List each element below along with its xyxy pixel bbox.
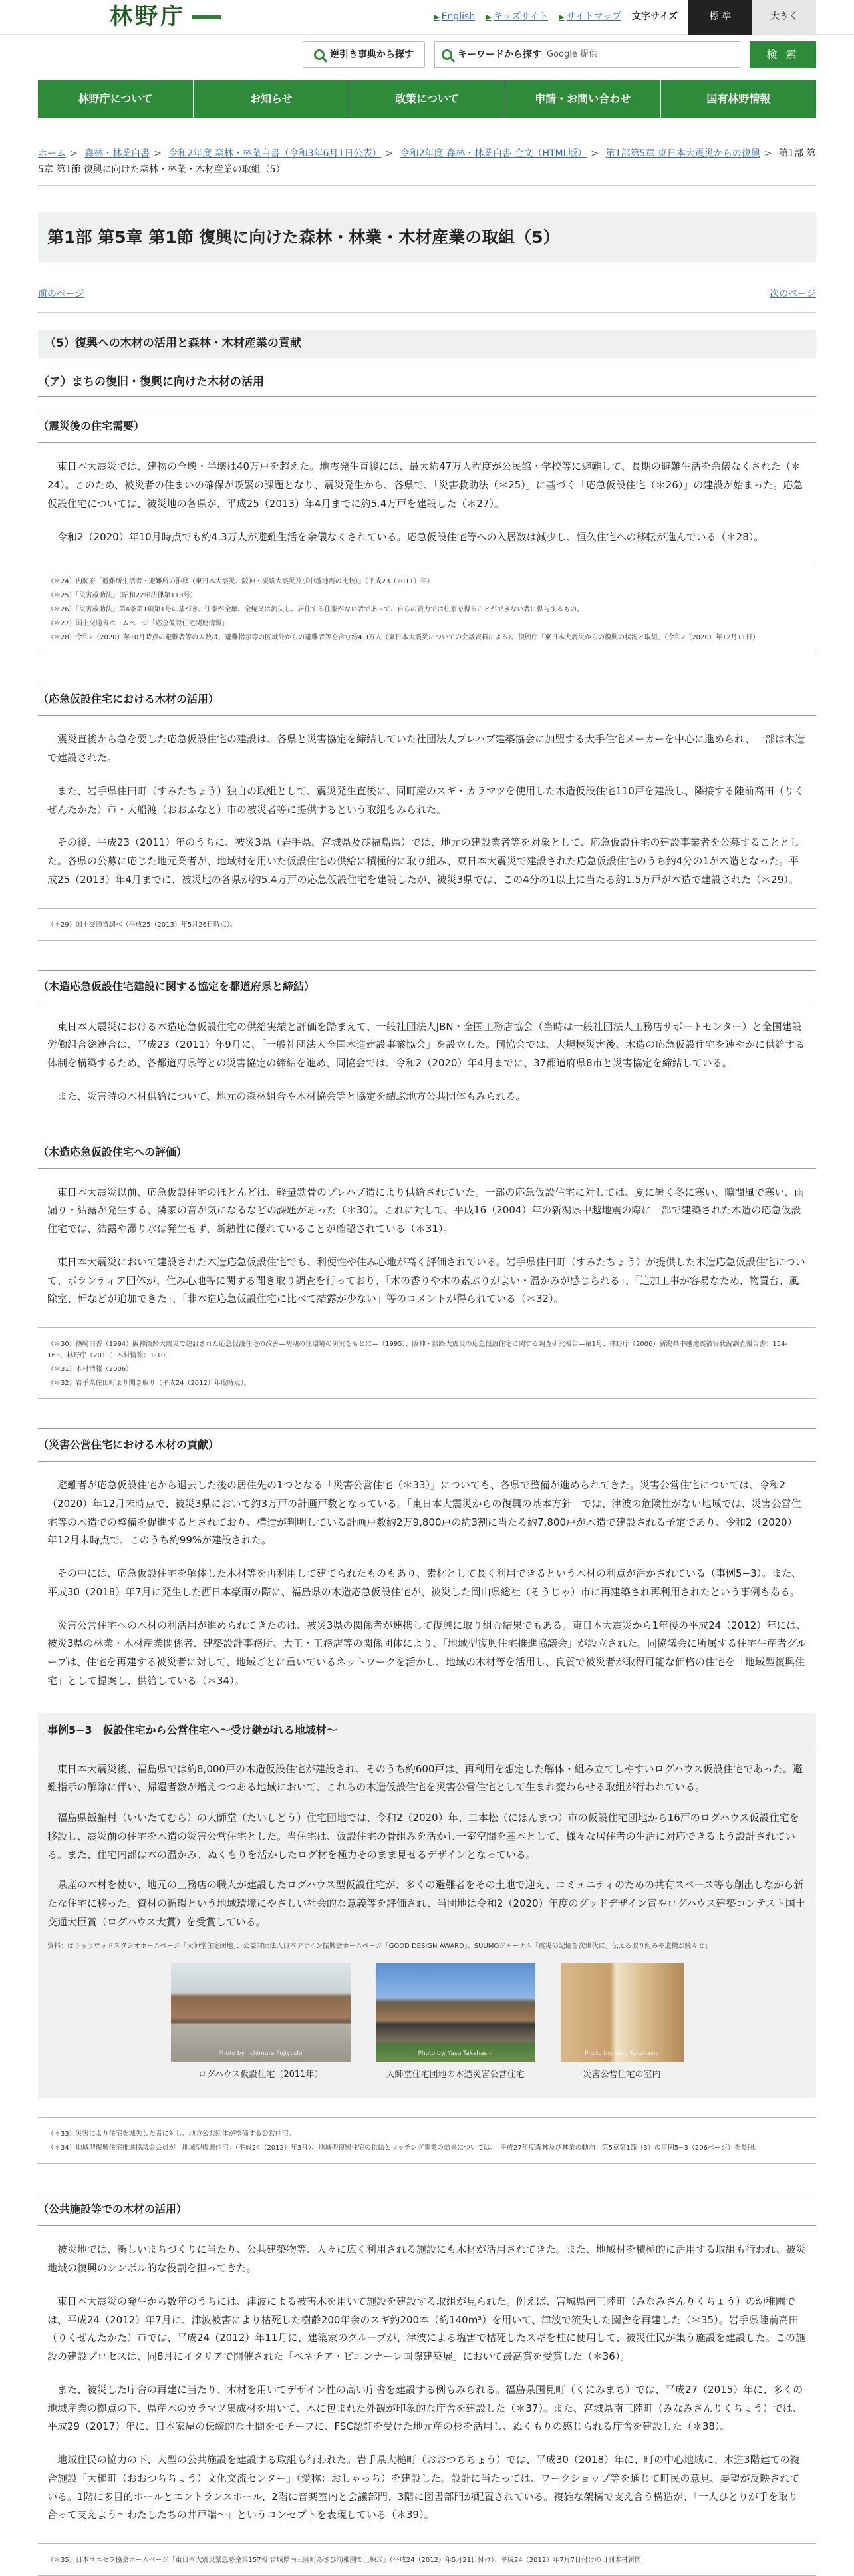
search-placeholder: Google 提供 bbox=[547, 49, 597, 59]
sitemap-link-label: サイトマップ bbox=[566, 11, 622, 23]
footnote: （＊30）篠崎由香（1994）阪神淡路大震災で建設された応急仮設住宅の改善—初期の住環境の研究をもとに—（1995）、阪神・淡路大震災の応急仮設住宅に関する調査研究報告—第1号、林野庁（2006）新潟県中越地震被害状況調査報告書：154-163、林野庁（2011）木材情報：1-10. bbox=[47, 1341, 788, 1360]
heading-public-facilities: （公共施設等での木材の活用） bbox=[38, 2193, 816, 2226]
breadcrumb-r2-hakusho[interactable]: 令和2年度 森林・林業白書（令和3年6月1日公表） bbox=[168, 148, 382, 159]
breadcrumb bbox=[38, 146, 816, 186]
breadcrumb-separator-icon: > bbox=[70, 148, 78, 159]
photo-credit: Photo by: Yasu Takahashi bbox=[418, 2050, 493, 2057]
keyword-search-label: キーワードから探す bbox=[458, 49, 541, 60]
breadcrumb-r2-fulltext[interactable]: 令和2年度 森林・林業白書 全文（HTML版） bbox=[400, 148, 587, 159]
paragraph: 東日本大震災の発生から数年のうちには、津波による被害木を用いて施設を建設する取組が見られた。例えば、宮城県南三陸町（みなみさんりくちょう）の幼稚園では、平成24（2012）年7月に、津波被害により枯死した樹齢200年余のスギ約200本（約140m³）を用いて、津波で流失した園舎を再建した（＊35）。岩手県陸前高田（りくぜんたかた）市では、平成24（2012）年11月に、建築家のグループが、津波による塩害で枯死したスギを柱に使用して、被災住民が集う施設を建設した。この施設の建設プロセスは、同8月にイタリアで開催された「ベネチア・ビエンナーレ国際建築展」において最高賞を受賞した（＊36）。 bbox=[47, 2295, 805, 2363]
pager-top bbox=[38, 286, 816, 313]
case-paragraph: 福島県飯舘村（いいたてむら）の大師堂（たいしどう）住宅団地では、令和2（2020）年、二本松（にほんまつ）市の仮設住宅団地から16戸のログハウス仮設住宅を移設し、震災前の住宅を木造の災害公営住宅とした。当住宅は、仮設住宅の骨組みを活かし一室空間を基本として、様々な居住者の生活に対応できるよう設計されている。また、住宅内部は木の温かみ、ぬくもりを活かしたログ材を極力そのまま見せるデザインとなっている。 bbox=[47, 1812, 799, 1861]
footnote: （＊25）「災害救助法」（昭和22年法律第118号） bbox=[47, 592, 197, 600]
paragraph: 災害公営住宅への木材の利活用が進められてきたのは、被災3県の関係者が連携して復興に取り組む結果でもある。東日本大震災から1年後の平成24（2012）年には、被災3県の林業・木材産業関係者、建築設計事務所、大工・工務店等の関係団体により、「地域型復興住宅推進協議会」が設立された。同協議会に所属する住宅生産者グループは、住宅を再建する被災者に対して、地域ごとに重いているネットワークを活かし、地域の木材等を活用し、良質で被災者が取得可能な価格の住宅を「地域型復興住宅」として提案し、供給している（＊34）。 bbox=[47, 1619, 807, 1687]
english-link[interactable] bbox=[434, 9, 475, 25]
footnotes bbox=[38, 2543, 816, 2576]
paragraph: 避難者が応急仮設住宅から退去した後の居住先の1つとなる「災害公営住宅（＊33）」についても、各県で整備が進められてきた。災害公営住宅については、令和2（2020）年12月末時点で、被災3県において約3万戸の計画戸数となっている。「東日本大震災からの復興の基本方針」では、津波の危険性がない地域では、災害公営住宅等の木造での整備を促進するとされており、構造が判明している計画戸数約2万9,800戸の約3割に当たる約7,800戸が木造で建設される予定であり、令和2（2020）年12月末時点で、このうち約99%が建設された。 bbox=[47, 1479, 801, 1547]
breadcrumb-chapter5[interactable]: 第1部第5章 東日本大震災からの復興 bbox=[605, 148, 760, 159]
search-row bbox=[0, 35, 854, 75]
nav-item-policy[interactable]: 政策について bbox=[349, 80, 505, 118]
case-study-title: 事例5−3 仮設住宅から公営住宅へ〜受け継がれる地域材〜 bbox=[38, 1713, 816, 1748]
footnotes bbox=[38, 565, 816, 653]
paragraph: 令和2（2020）年10月時点でも約4.3万人が避難生活を余儀なくされている。応急仮設住宅等への入居数は減少し、恒久住宅への移転が進んでいる（＊28）。 bbox=[57, 530, 764, 543]
footnotes bbox=[38, 908, 816, 941]
reverse-lookup-button[interactable] bbox=[303, 41, 425, 68]
nav-item-national-forest[interactable]: 国有林野情報 bbox=[661, 80, 816, 118]
log-house-image bbox=[171, 1963, 351, 2062]
keyword-search-input[interactable] bbox=[434, 41, 740, 68]
case-paragraph: 県産の木材を使い、地元の工務店の職人が建設したログハウス型仮設住宅が、多くの避難者をその土地で迎え、コミュニティのための共有スペース等も創出しながら新たな住宅に移った。資材の循環という地域環境にやさしい社会的な意義等を評価され、当団地は令和2（2020）年度のグッドデザイン賞やログハウス建築コンテスト国土交通大臣賞（ログハウス大賞）を受賞している。 bbox=[47, 1879, 805, 1928]
breadcrumb-separator-icon: > bbox=[154, 148, 162, 159]
photo-log-house bbox=[171, 1963, 351, 2083]
breadcrumb-separator-icon: > bbox=[591, 148, 599, 159]
breadcrumb-separator-icon: > bbox=[764, 148, 772, 159]
breadcrumb-home[interactable]: ホーム bbox=[38, 148, 66, 159]
site-header bbox=[0, 0, 854, 35]
paragraph: また、岩手県住田町（すみたちょう）独自の取組として、震災発生直後に、同町産のスギ・カラマツを使用した木造仮設住宅110戸を建設し、隣接する陸前高田（りくぜんたかた）市・大船渡（おおふなと）市の被災者等に提供するという取組もみられた。 bbox=[47, 784, 804, 816]
paragraph: 地域住民の協力の下、大型の公共施設を建設する取組も行われた。岩手県大槌町（おおつちちょう）では、平成30（2018）年に、町の中心地域に、木造3階建ての複合施設「大槌町（おおつちちょう）文化交流センター」（愛称：おしゃっち）を建設した。設計に当たっては、ワークショップ等を通じて町民の意見、要望が反映されている。1階に多目的ホールとエントランスホール、2階に音楽室内と会議部門、3階に図書部門が配置されている。複雑な架構で支え合う構造が、「一人ひとりが手を取り合って支えよう〜わたしたちの井戸端〜」というコンセプトを表現している（＊39）。 bbox=[47, 2454, 800, 2521]
logo-mark-icon bbox=[192, 15, 221, 19]
heading-housing-demand: （震災後の住宅需要） bbox=[38, 410, 816, 443]
paragraph: 被災地では、新しいまちづくりに当たり、公共建築物等、人々に広く利用される施設にも木材が活用されてきた。また、地域材を積極的に活用する取組も行われ、被災地域の復興のシンボル的な役割を担ってきた。 bbox=[47, 2243, 806, 2275]
footnote: （＊29）国土交通省調べ（平成25（2013）年5月26日時点）。 bbox=[47, 921, 237, 929]
photo-caption: 災害公営住宅の室内 bbox=[583, 2069, 661, 2080]
triangle-right-icon: ▶ bbox=[434, 13, 440, 22]
nav-item-contact[interactable]: 申請・お問い合わせ bbox=[505, 80, 661, 118]
site-logo-text: 林野庁 bbox=[110, 3, 186, 30]
case-source: 資料：はりゅうウッドスタジオホームページ「大師堂住宅団地」、公益財団法人日本デザイン振興会ホームページ「GOOD DESIGN AWARD」、SUUMOジャーナル「震災の記憶を次世代に。伝える取り組みや遺構が続々と」 bbox=[47, 1942, 712, 1950]
paragraph: 東日本大震災では、建物の全壊・半壊は40万戸を超えた。地震発生直後には、最大約47万人程度が公民館・学校等に避難して、長期の避難生活を余儀なくされた（＊24）。このため、被災者の住まいの確保が喫緊の課題となり、震災発生から、各県で、「災害救助法（＊25）」に基づく「応急仮設住宅（＊26）」の建設が始まった。応急仮設住宅については、被災地の各県が、平成25（2013）年4月までに約5.4万戸を建設した（＊27）。 bbox=[47, 460, 803, 510]
reverse-lookup-label: 逆引き事典から探す bbox=[330, 49, 414, 60]
footnote: （＊35）日本ユニセフ協会ホームページ「東日本大震災緊急募金第157報 宮城県南三陸町あさひ幼稚園で上棟式」（平成24（2012）年5月21日付け）、平成24（2012）年7月7日付けの日刊木材新聞 bbox=[47, 2557, 641, 2565]
case-photos bbox=[38, 1963, 816, 2083]
kids-site-link[interactable] bbox=[486, 9, 548, 25]
footnote: （＊24）内閣府「避難所生活者・避難所の推移（東日本大震災、阪神・淡路大震災及び中越地震の比較）」（平成23（2011）年） bbox=[47, 578, 434, 586]
sitemap-link[interactable] bbox=[559, 9, 621, 25]
footnotes bbox=[38, 2117, 816, 2164]
photo-caption: ログハウス仮設住宅（2011年） bbox=[198, 2069, 323, 2080]
heading-evaluation: （木造応急仮設住宅への評価） bbox=[38, 1136, 816, 1169]
photo-caption: 大師堂住宅団地の木造災害公営住宅 bbox=[386, 2069, 525, 2080]
section-heading: （5）復興への木材の活用と森林・木材産業の貢献 bbox=[38, 330, 816, 358]
search-submit-button[interactable]: 検 索 bbox=[750, 41, 816, 68]
case-study-box bbox=[38, 1713, 816, 2099]
photo-credit: Photo by: Yasu Takahashi bbox=[584, 2050, 660, 2057]
footnote: （＊27）国土交通省ホームページ「応急仮設住宅関連情報」 bbox=[47, 620, 229, 628]
site-logo[interactable] bbox=[110, 0, 221, 37]
paragraph: その後、平成23（2011）年のうちに、被災3県（岩手県、宮城県及び福島県）では、地元の建設業者等を対象として、応急仮設住宅の建設事業者を公募することとした。各県の公募に応じた地元業者が、地域材を用いた仮設住宅の供給に積極的に取り組み、東日本大震災で建設された応急仮設住宅のうち約4分の1が木造となった。平成25（2013）年4月までに、被災地の各県が約5.4万戸の応急仮設住宅を建設したが、被災3県では、この4分の1以上に当たる約1.5万戸が木造で建設された（＊29）。 bbox=[47, 836, 800, 886]
paragraph: また、災害時の木材供給について、地元の森林組合や木材協会等と協定を結ぶ地方公共団体もみられる。 bbox=[57, 1090, 526, 1102]
global-nav bbox=[38, 80, 816, 118]
nav-item-about[interactable]: 林野庁について bbox=[38, 80, 194, 118]
triangle-right-icon: ▶ bbox=[486, 13, 492, 22]
nav-item-news[interactable]: お知らせ bbox=[194, 80, 349, 118]
header-utility-nav bbox=[434, 0, 816, 35]
footnote: （＊26）「災害救助法」第4条第1項第1号に基づき、住家が全壊、全焼又は流失し、居住する住家がない者であって、自らの資力では住家を得ることができない者に供与するもの。 bbox=[47, 606, 583, 614]
search-icon bbox=[442, 49, 452, 60]
paragraph: 東日本大震災における木造応急仮設住宅の供給実績と評価を踏まえて、一般社団法人JBN・全国工務店協会（当時は一般社団法人工務店サポートセンター）と全国建設労働組合総連合は、平成23（2011）年9月に、「一般社団法人全国木造建設事業協会」を設立した。同協会では、大規模災害後、木造の応急仮設住宅を速やかに供給する体制を構築するため、各都道府県等との災害協定の締結を進め、同協会では、令和2（2020）年4月までに、37都道府県8市と災害協定を締結している。 bbox=[47, 1020, 805, 1070]
heading-agreement: （木造応急仮設住宅建設に関する協定を都道府県と締結） bbox=[38, 970, 816, 1003]
case-paragraph: 東日本大震災後、福島県では約8,000戸の木造仮設住宅が建設され、そのうち約600戸は、再利用を想定した解体・組み立てしやすいログハウス仮設住宅であった。避難指示の解除に伴い、帰還者数が増えつつある地域において、これらの木造仮設住宅を災害公営住宅として生まれ変わらせる取組が行われている。 bbox=[47, 1762, 803, 1794]
photo-credit: Photo by: Ichimura Fujiyoshi bbox=[218, 2050, 303, 2057]
triangle-right-icon: ▶ bbox=[559, 13, 565, 22]
footnote: （＊34）地域型復興住宅推進協議会会員が「地域型復興住宅」（平成24（2012）年3月）、地域型復興住宅の供給とマッチング事業の効果については、「平成27年度森林及び林業の動向」第5章第1節（3）の事例5−3（206ページ）を参照。 bbox=[47, 2144, 761, 2152]
footnote: （＊32）岩手県住田町より聞き取り（平成24（2012）年度時点）。 bbox=[47, 1380, 251, 1388]
subsection-heading: （ア）まちの復旧・復興に向けた木材の活用 bbox=[38, 373, 816, 397]
kids-site-link-label: キッズサイト bbox=[493, 11, 549, 23]
search-icon bbox=[314, 49, 325, 60]
paragraph: 東日本大震災において建設された木造応急仮設住宅でも、利便性や住み心地が高く評価されている。岩手県住田町（すみたちょう）が提供した木造応急仮設住宅について、ボランティア団体が、住み心地等に関する聞き取り調査を行っており、「木の香りや木の素ぶりがよい・温かみが感じられる」、「追加工事が容易なため、物置台、風除室、軒などが追加できた」、「非木造応急仮設住宅に比べて結露が少ない」等のコメントが得られている（＊32）。 bbox=[47, 1255, 805, 1305]
photo-public-housing bbox=[376, 1963, 535, 2083]
photo-interior bbox=[561, 1963, 684, 2083]
footnotes bbox=[38, 1327, 816, 1399]
paragraph: また、被災した庁舎の再建に当たり、木材を用いてデザイン性の高い庁舎を建設する例もみられる。福島県国見町（くにみまち）では、平成27（2015）年に、多くの地域産業の拠点の下、県産木のカラマツ集成材を用いて、木に包まれた外観が印象的な庁舎を建設した（＊37）。また、宮城県南三陸町（みなみさんりくちょう）では、平成29（2017）年に、日本家屋の伝統的な土間をモチーフに、FSC認証を受けた地元産の杉を活用し、ぬくもりの感じられる庁舎を建設した（＊38）。 bbox=[47, 2383, 803, 2433]
prev-page-link[interactable]: 前のページ bbox=[38, 289, 84, 300]
breadcrumb-current: 第1部 第5章 第1節 復興に向けた森林・林業・木材産業の取組（5） bbox=[38, 148, 816, 175]
english-link-label: English bbox=[441, 11, 476, 23]
footnote: （＊31）木材情報（2006） bbox=[47, 1366, 133, 1374]
breadcrumb-separator-icon: > bbox=[385, 148, 394, 159]
font-size-standard-button[interactable]: 標 準 bbox=[688, 0, 752, 35]
footnote: （＊28）令和2（2020）年10月時点の避難者等の人数は、避難指示等の区域外からの避難者等を含む約4.3万人（東日本大震災についての会議資料による）。復興庁「東日本大震災からの復興の状況と取組」（令和2（2020）年12月11日） bbox=[47, 634, 760, 642]
public-housing-image bbox=[376, 1963, 535, 2062]
heading-temporary-housing: （応急仮設住宅における木材の活用） bbox=[38, 683, 816, 716]
paragraph: その中には、応急仮設住宅を解体した木材等を再利用して建てられたものもあり、素材として長く利用できるという木材の利点が活かされている（事例5−3）。また、平成30（2018）年7月に発生した西日本豪雨の際に、福島県の木造応急仮設住宅が、被災した岡山県総社（そうじゃ）市に再建築され再利用されたという事例もある。 bbox=[47, 1567, 802, 1598]
interior-image bbox=[561, 1963, 684, 2062]
next-page-link[interactable]: 次のページ bbox=[770, 289, 816, 300]
breadcrumb-hakusho[interactable]: 森林・林業白書 bbox=[84, 148, 150, 159]
heading-public-housing: （災害公営住宅における木材の貢献） bbox=[38, 1428, 816, 1462]
paragraph: 東日本大震災以前、応急仮設住宅のほとんどは、軽量鉄骨のプレハブ造により供給されていた。一部の応急仮設住宅に対しては、夏に暑く冬に寒い、隙間風で寒い、雨漏り・結露が発生する、隣家の音が気になるなどの課題があった（＊30）。これに対して、平成16（2004）年の新潟県中越地震の際に一部で建築された木造の応急仮設住宅では、結露や滞り水は発生せず、断熱性に優れていることが確認されている（＊31）。 bbox=[47, 1186, 805, 1235]
paragraph: 震災直後から急を要した応急仮設住宅の建設は、各県と災害協定を締結していた社団法人プレハブ建築協会に加盟する大手住宅メーカーを中心に進められ、一部は木造で建設された。 bbox=[47, 733, 805, 764]
footnote: （＊33）災害により住宅を滅失した者に対し、地方公共団体が整備する公営住宅。 bbox=[47, 2130, 295, 2138]
font-size-label: 文字サイズ bbox=[632, 11, 678, 23]
font-size-large-button[interactable]: 大きく bbox=[752, 0, 816, 35]
page-title: 第1部 第5章 第1節 復興に向けた森林・林業・木材産業の取組（5） bbox=[38, 212, 816, 263]
